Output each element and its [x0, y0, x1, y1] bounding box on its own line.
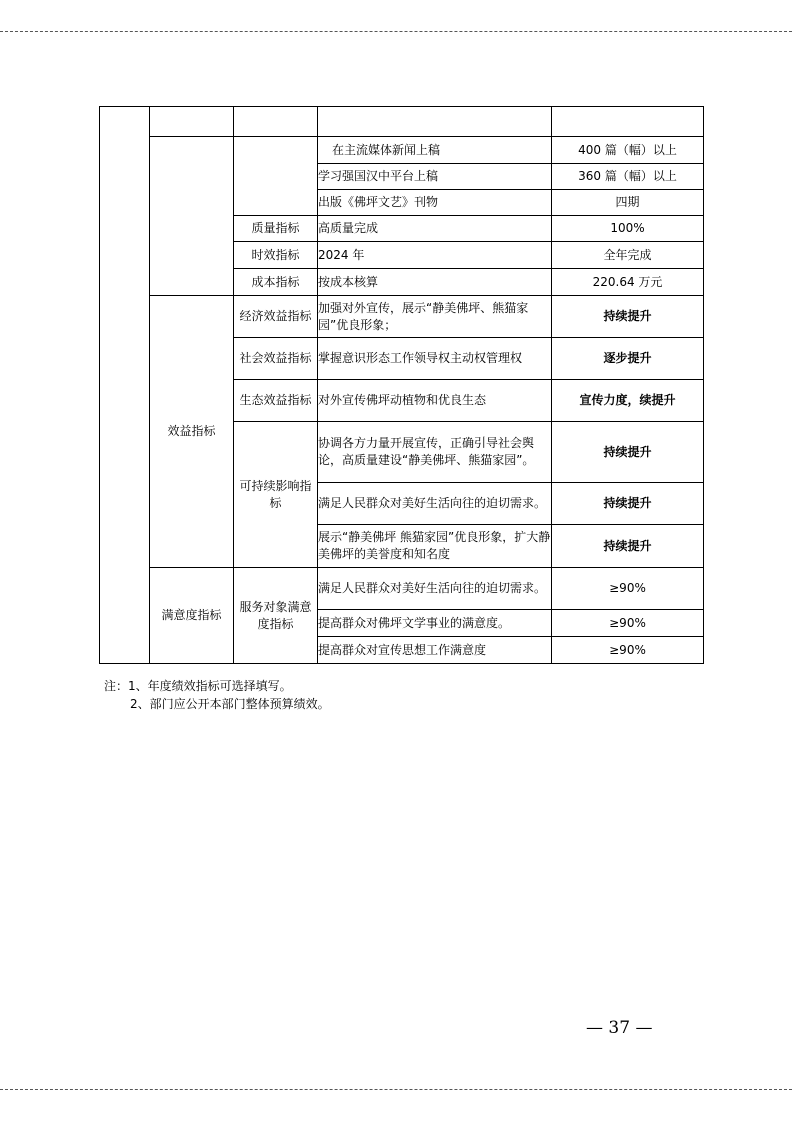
indicator-text: 出版《佛坪文艺》刊物 — [318, 190, 552, 216]
level2-cell — [150, 137, 234, 296]
top-dashed-border — [0, 31, 792, 32]
indicator-value: 四期 — [552, 190, 704, 216]
indicator-value: ≥90% — [552, 610, 704, 637]
indicator-text: 提高群众对佛坪文学事业的满意度。 — [318, 610, 552, 637]
indicator-text: 满足人民群众对美好生活向往的迫切需求。 — [318, 568, 552, 610]
table-row — [100, 137, 704, 164]
indicator-text: 掌握意识形态工作领导权主动权管理权 — [318, 338, 552, 380]
category-social: 社会效益指标 — [234, 338, 318, 380]
indicator-value: ≥90% — [552, 637, 704, 664]
empty-cell — [234, 107, 318, 137]
level2-satisfaction-indicator: 满意度指标 — [150, 568, 234, 664]
page-number: — 37 — — [586, 1018, 653, 1038]
category-cost: 成本指标 — [234, 269, 318, 296]
indicator-value: 220.64 万元 — [552, 269, 704, 296]
indicator-value: 持续提升 — [552, 525, 704, 568]
indicator-value: 100% — [552, 216, 704, 242]
category-quality: 质量指标 — [234, 216, 318, 242]
indicator-text: 按成本核算 — [318, 269, 552, 296]
indicator-text: 展示“静美佛坪 熊猫家园”优良形象，扩大静美佛坪的美誉度和知名度 — [318, 525, 552, 568]
category-timeliness: 时效指标 — [234, 242, 318, 269]
indicator-value: 360 篇（幅）以上 — [552, 164, 704, 190]
indicator-text: 提高群众对宣传思想工作满意度 — [318, 637, 552, 664]
bottom-dashed-border — [0, 1089, 792, 1090]
empty-cell — [318, 107, 552, 137]
indicator-value: 持续提升 — [552, 422, 704, 483]
level1-cell — [100, 107, 150, 664]
table-row — [100, 568, 704, 610]
indicator-value: 持续提升 — [552, 296, 704, 338]
indicator-text: 学习强国汉中平台上稿 — [318, 164, 552, 190]
indicator-value: ≥90% — [552, 568, 704, 610]
indicator-value: 宣传力度，续提升 — [552, 380, 704, 422]
category-ecological: 生态效益指标 — [234, 380, 318, 422]
indicator-value: 全年完成 — [552, 242, 704, 269]
indicator-text: 满足人民群众对美好生活向往的迫切需求。 — [318, 483, 552, 525]
empty-cell — [150, 107, 234, 137]
performance-indicator-table — [99, 106, 704, 664]
indicator-text: 协调各方力量开展宣传，正确引导社会舆论，高质量建设“静美佛坪、熊猫家园”。 — [318, 422, 552, 483]
quantity-category-cell — [234, 137, 318, 216]
indicator-value: 持续提升 — [552, 483, 704, 525]
indicator-text: 高质量完成 — [318, 216, 552, 242]
table-row — [100, 107, 704, 137]
indicator-value: 逐步提升 — [552, 338, 704, 380]
empty-cell — [552, 107, 704, 137]
indicator-text: 在主流媒体新闻上稿 — [318, 137, 552, 164]
category-service-satisfaction: 服务对象满意度指标 — [234, 568, 318, 664]
table-notes — [104, 677, 330, 713]
table-row — [100, 296, 704, 338]
category-economic: 经济效益指标 — [234, 296, 318, 338]
indicator-text: 2024 年 — [318, 242, 552, 269]
note-line-2: 2、部门应公开本部门整体预算绩效。 — [130, 697, 330, 711]
note-line-1: 注：1、年度绩效指标可选择填写。 — [104, 679, 292, 693]
indicator-text: 加强对外宣传，展示“静美佛坪、熊猫家园”优良形象； — [318, 296, 552, 338]
indicator-value: 400 篇（幅）以上 — [552, 137, 704, 164]
indicator-text: 对外宣传佛坪动植物和优良生态 — [318, 380, 552, 422]
level2-benefit-indicator: 效益指标 — [150, 296, 234, 568]
category-sustainable: 可持续影响指标 — [234, 422, 318, 568]
